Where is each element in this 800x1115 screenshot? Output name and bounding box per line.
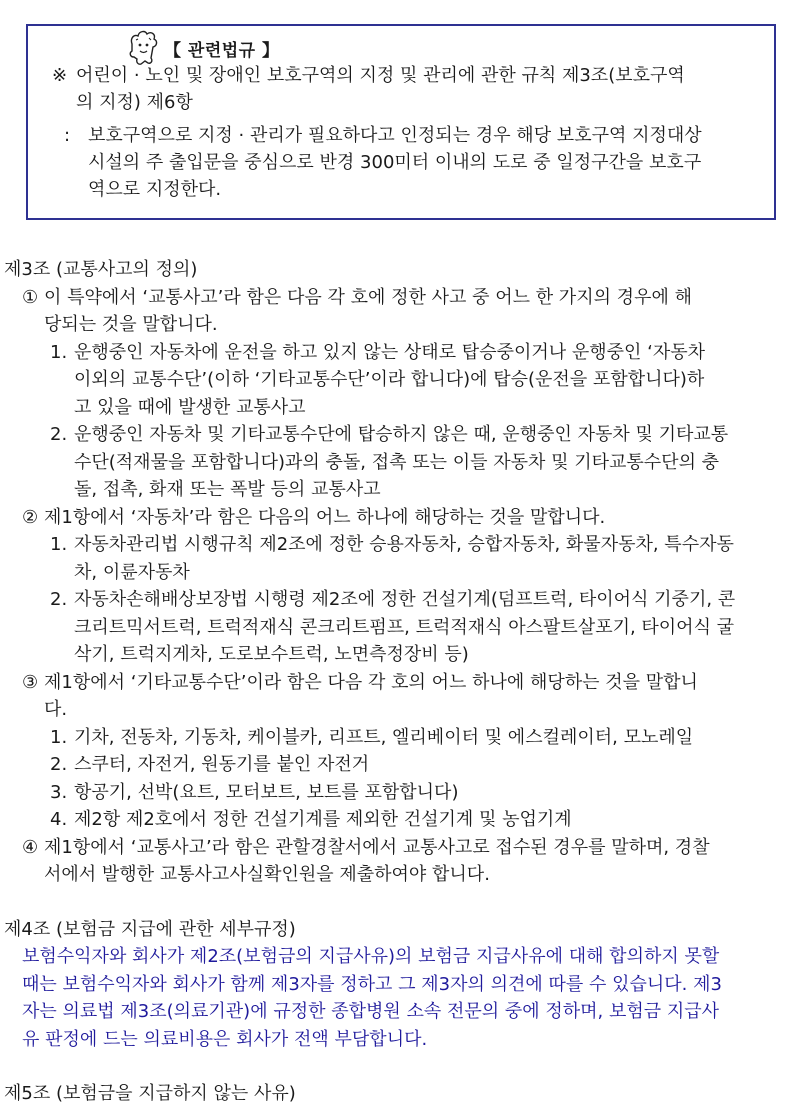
law-body-line2: 시설의 주 출입문을 중심으로 반경 300미터 이내의 도로 중 일정구간을 보호구: [88, 152, 702, 173]
article-3-paragraph-1: [4, 284, 796, 339]
colon-mark: :: [64, 125, 71, 146]
item-text: 자동차손해배상보장법 시행령 제2조에 정한 건설기계(덤프트럭, 타이어식 기중기, 콘: [74, 589, 736, 610]
article-3-paragraph-3: [4, 669, 796, 724]
item-text: 스쿠터, 자전거, 원동기를 붙인 자전거: [74, 754, 370, 775]
item-text: 자동차관리법 시행규칙 제2조에 정한 승용자동차, 승합자동차, 화물자동차, 특수자동: [74, 534, 734, 555]
list-item: [4, 751, 796, 779]
paragraph-number: ①: [22, 286, 39, 308]
item-number: 1.: [50, 726, 68, 748]
item-number: 1.: [50, 534, 68, 555]
law-body-line1: 보호구역으로 지정 · 관리가 필요하다고 인정되는 경우 해당 보호구역 지정대상: [88, 125, 702, 146]
item-number: 3.: [50, 781, 68, 803]
paragraph-text: 서에서 발행한 교통사고사실확인원을 제출하여야 합니다.: [44, 864, 490, 885]
item-text: 크리트믹서트럭, 트럭적재식 콘크리트펌프, 트럭적재식 아스팔트살포기, 타이어식 굴: [74, 616, 735, 638]
related-law-title: 【 관련법규 】: [164, 40, 280, 61]
list-item: [4, 339, 796, 422]
list-item: [4, 724, 796, 752]
law-body-line3: 역으로 지정한다.: [88, 179, 222, 200]
item-number: 2.: [50, 754, 68, 775]
list-item: [4, 586, 796, 669]
list-item: [4, 779, 796, 807]
item-text: 기차, 전동차, 기동차, 케이블카, 리프트, 엘리베이터 및 에스컬레이터, 모노레일: [74, 726, 694, 748]
item-text: 수단(적재물을 포함합니다)과의 충돌, 접촉 또는 이들 자동차 및 기타교통수단의 충: [74, 451, 720, 473]
article-4-line: 보험수익자와 회사가 제2조(보험금의 지급사유)의 보험금 지급사유에 대해 합의하지 못할: [22, 946, 720, 967]
article-4-line: 유 판정에 드는 의료비용은 회사가 전액 부담합니다.: [22, 1028, 428, 1050]
item-text: 운행중인 자동차 및 기타교통수단에 탑승하지 않은 때, 운행중인 자동차 및 기타교통: [74, 424, 729, 445]
article-4-title: 제4조 (보험금 지급에 관한 세부규정): [4, 918, 296, 940]
item-text: 차, 이륜자동차: [74, 561, 190, 583]
item-text: 항공기, 선박(요트, 모터보트, 보트를 포함합니다): [74, 781, 459, 803]
law-heading-line1: 어린이 · 노인 및 장애인 보호구역의 지정 및 관리에 관한 규칙 제3조(보호구역: [76, 65, 685, 86]
list-item: [4, 806, 796, 834]
item-text: 삭기, 트럭지게차, 도로보수트럭, 노면측정장비 등): [74, 644, 469, 665]
law-heading-line2: 의 지정) 제6항: [76, 92, 193, 113]
document-content: [4, 256, 796, 1108]
paragraph-number: ③: [22, 671, 39, 693]
item-text: 운행중인 자동차에 운전을 하고 있지 않는 상태로 탑승중이거나 운행중인 ‘자동차: [74, 341, 706, 363]
paragraph-text: 이 특약에서 ‘교통사고’라 함은 다음 각 호에 정한 사고 중 어느 한 가지의 경우에 해: [44, 286, 692, 308]
article-4-body: [4, 943, 796, 1053]
article-4-line: 자는 의료법 제3조(의료기관)에 규정한 종합병원 소속 전문의 중에 정하며, 보험금 지급사: [22, 1001, 720, 1022]
item-text: 제2항 제2호에서 정한 건설기계를 제외한 건설기계 및 농업기계: [74, 809, 572, 830]
item-number: 4.: [50, 809, 68, 830]
paragraph-text: 당되는 것을 말합니다.: [44, 314, 218, 335]
law-heading: [52, 62, 760, 116]
list-item: [4, 421, 796, 504]
article-4-line: 때는 보험수익자와 회사가 함께 제3자를 정하고 그 제3자의 의견에 따를 수 있습니다. 제3: [22, 973, 722, 995]
item-text: 고 있을 때에 발생한 교통사고: [74, 396, 306, 418]
paragraph-text: 제1항에서 ‘자동차’라 함은 다음의 어느 하나에 해당하는 것을 말합니다.: [44, 506, 606, 528]
article-5-title: 제5조 (보험금을 지급하지 않는 사유): [4, 1083, 296, 1104]
spacer: [4, 1053, 796, 1080]
list-item: [4, 531, 796, 586]
paragraph-text: 다.: [44, 699, 68, 720]
article-3-title: 제3조 (교통사고의 정의): [4, 259, 198, 280]
paragraph-text: 제1항에서 ‘교통사고’라 함은 관할경찰서에서 교통사고로 접수된 경우를 말하며, 경찰: [44, 836, 710, 858]
paragraph-number: ④: [22, 836, 39, 858]
item-text: 이외의 교통수단’(이하 ‘기타교통수단’이라 합니다)에 탑승(운전을 포함합니다)하: [74, 369, 705, 390]
law-body: [64, 122, 760, 203]
item-number: 2.: [50, 424, 68, 445]
article-3-paragraph-2: [4, 504, 796, 532]
reference-mark: ※: [52, 65, 68, 86]
item-number: 1.: [50, 341, 68, 363]
item-text: 돌, 접촉, 화재 또는 폭발 등의 교통사고: [74, 479, 381, 500]
spacer: [4, 889, 796, 916]
article-3-paragraph-4: [4, 834, 796, 889]
item-number: 2.: [50, 589, 68, 610]
paragraph-text: 제1항에서 ‘기타교통수단’이라 함은 다음 각 호의 어느 하나에 해당하는 것을 말합니: [44, 671, 698, 693]
paragraph-number: ②: [22, 506, 39, 528]
